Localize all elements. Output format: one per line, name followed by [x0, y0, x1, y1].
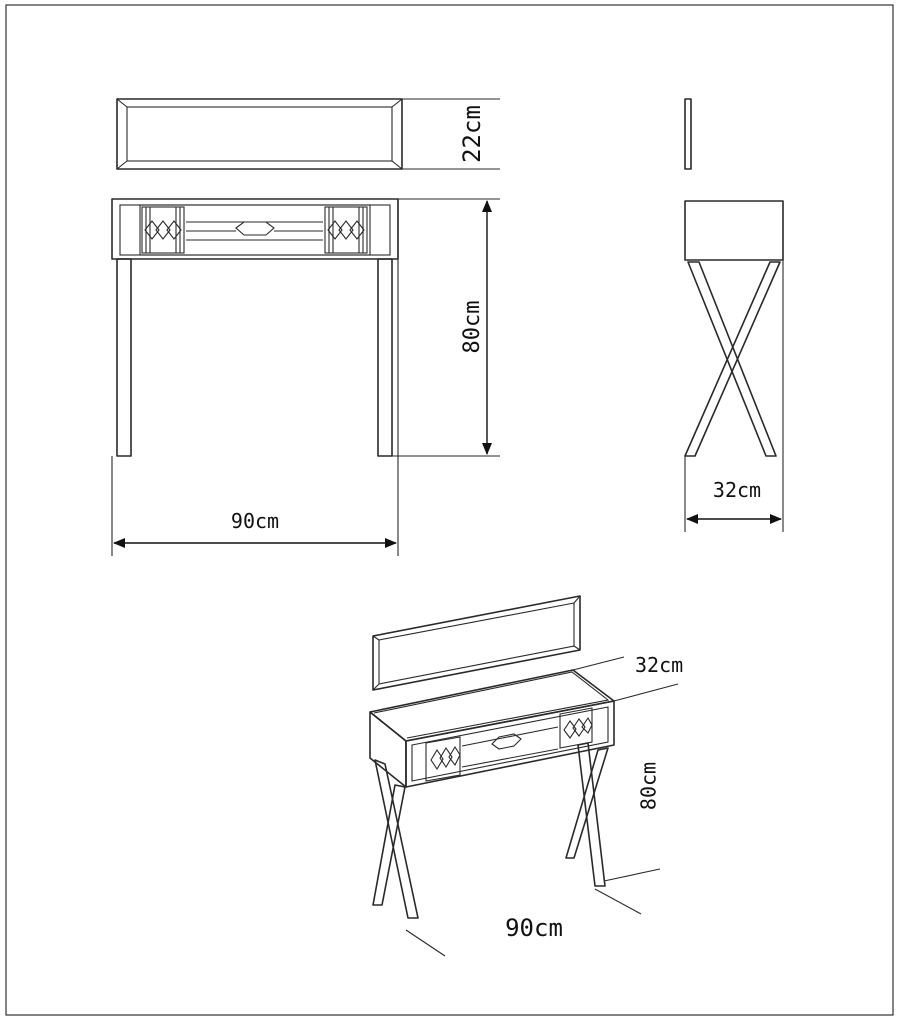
front-left-leg — [117, 259, 131, 456]
iso-height-label: 80cm — [636, 761, 661, 811]
iso-width-label: 90cm — [505, 914, 563, 942]
left-diamond-panel — [142, 207, 184, 253]
side-mirror — [685, 99, 691, 169]
iso-height-dimension — [604, 762, 661, 881]
front-right-leg — [378, 259, 392, 456]
isometric-view — [370, 596, 614, 918]
iso-mirror — [373, 596, 580, 690]
side-depth-label: 32cm — [712, 478, 762, 502]
iso-depth-label: 32cm — [635, 653, 684, 677]
iso-width-dimension — [406, 889, 641, 956]
mirror-height-label: 22cm — [458, 105, 486, 163]
front-mirror — [117, 99, 402, 169]
side-view — [685, 99, 783, 456]
console-height-dimension — [392, 199, 500, 456]
right-diamond-panel — [325, 207, 367, 253]
side-depth-dimension — [685, 260, 783, 532]
page-frame — [6, 5, 893, 1015]
console-width-label: 90cm — [230, 509, 280, 533]
console-height-label: 80cm — [460, 300, 485, 354]
mirror-height-dimension — [402, 99, 500, 169]
iso-depth-dimension — [573, 653, 683, 701]
front-console — [112, 199, 398, 456]
iso-right-diamond-panel — [560, 708, 592, 748]
